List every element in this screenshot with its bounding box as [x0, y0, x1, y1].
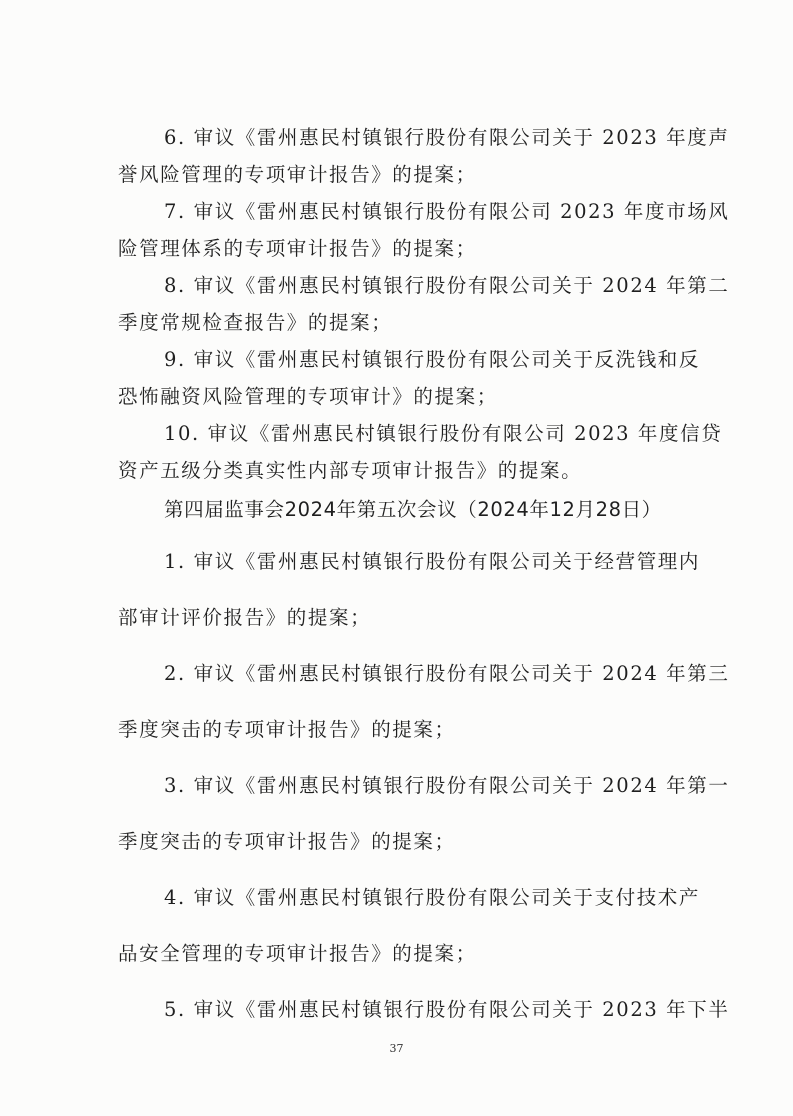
- meeting-item-3-line-2: 季度突击的专项审计报告》的提案；: [118, 830, 456, 853]
- item-6-line-1: 6. 审议《雷州惠民村镇银行股份有限公司关于 2023 年度声: [164, 126, 730, 149]
- item-9-line-1: 9. 审议《雷州惠民村镇银行股份有限公司关于反洗钱和反: [164, 348, 701, 371]
- item-7-line-1: 7. 审议《雷州惠民村镇银行股份有限公司 2023 年度市场风: [164, 200, 730, 223]
- item-7-line-2: 险管理体系的专项审计报告》的提案；: [118, 237, 477, 260]
- meeting-item-3-line-1: 3. 审议《雷州惠民村镇银行股份有限公司关于 2024 年第一: [164, 774, 730, 797]
- item-10-line-2: 资产五级分类真实性内部专项审计报告》的提案。: [118, 459, 583, 482]
- item-10-line-1: 10. 审议《雷州惠民村镇银行股份有限公司 2023 年度信贷: [164, 422, 723, 445]
- meeting-item-5-line-1: 5. 审议《雷州惠民村镇银行股份有限公司关于 2023 年下半: [164, 998, 730, 1021]
- meeting-item-2-line-2: 季度突击的专项审计报告》的提案；: [118, 718, 456, 741]
- meeting-heading: 第四届监事会2024年第五次会议（2024年12月28日）: [164, 498, 662, 521]
- item-8-line-2: 季度常规检查报告》的提案；: [118, 311, 393, 334]
- item-8-line-1: 8. 审议《雷州惠民村镇银行股份有限公司关于 2024 年第二: [164, 274, 730, 297]
- item-6-line-2: 誉风险管理的专项审计报告》的提案；: [118, 163, 477, 186]
- page-number: 37: [389, 1042, 404, 1055]
- meeting-item-2-line-1: 2. 审议《雷州惠民村镇银行股份有限公司关于 2024 年第三: [164, 662, 730, 685]
- meeting-item-1-line-1: 1. 审议《雷州惠民村镇银行股份有限公司关于经营管理内: [164, 550, 701, 573]
- meeting-item-4-line-2: 品安全管理的专项审计报告》的提案；: [118, 942, 477, 965]
- meeting-item-4-line-1: 4. 审议《雷州惠民村镇银行股份有限公司关于支付技术产: [164, 886, 701, 909]
- item-9-line-2: 恐怖融资风险管理的专项审计》的提案；: [118, 385, 498, 408]
- meeting-item-1-line-2: 部审计评价报告》的提案；: [118, 606, 372, 629]
